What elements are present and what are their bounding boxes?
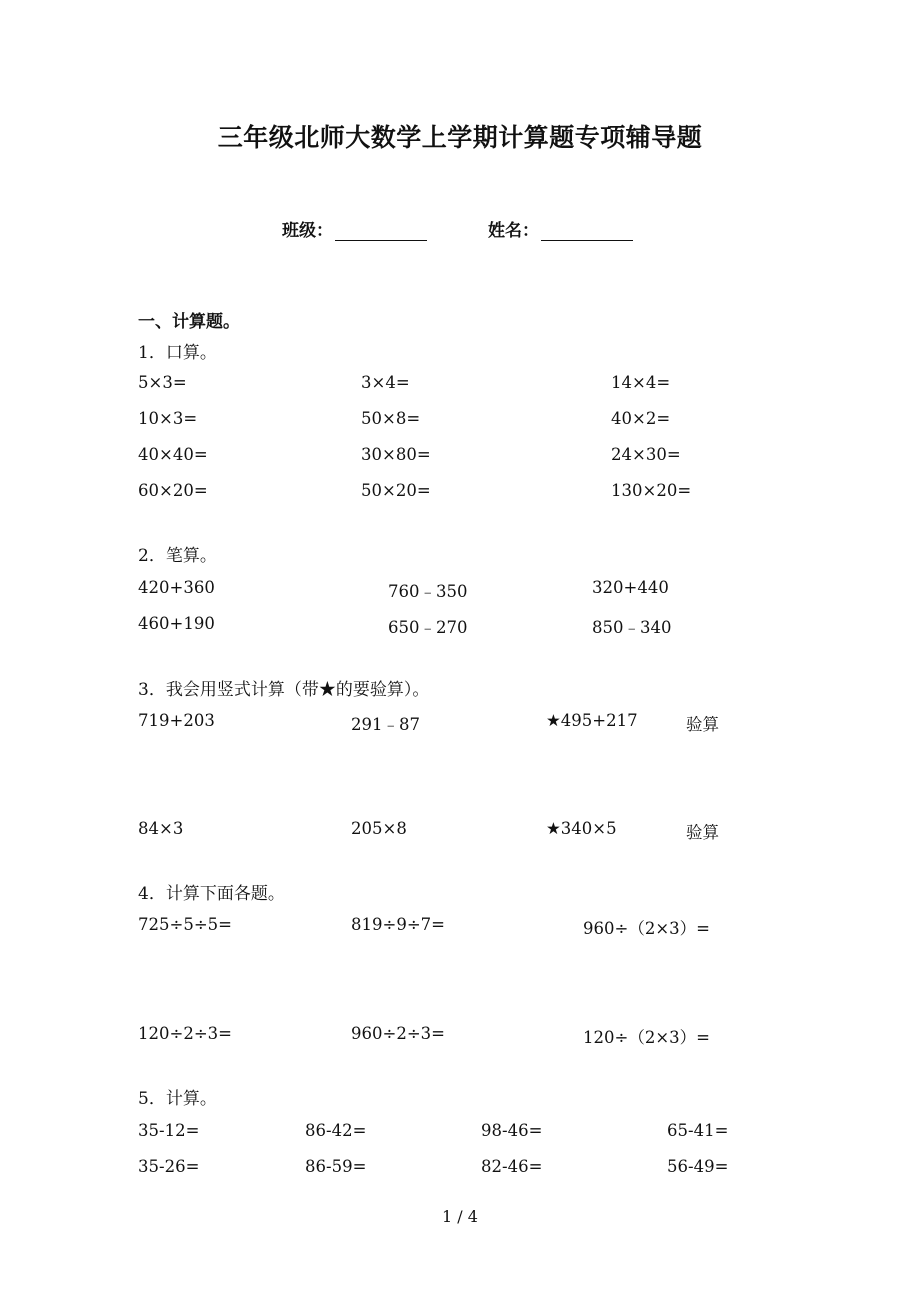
name-field (488, 216, 633, 241)
problem: 35-26= (138, 1157, 200, 1176)
problem: 5×3= (138, 373, 187, 392)
class-field (282, 216, 427, 241)
problem: 14×4= (611, 373, 671, 392)
problem: 10×3= (138, 409, 198, 428)
problem: 120÷（2×3）= (583, 1028, 710, 1047)
problem: 3×4= (361, 373, 410, 392)
problem: 460+190 (138, 614, 215, 633)
page-number: 1 / 4 (442, 1207, 478, 1226)
problem: ★495+217 (546, 711, 638, 730)
problem: 420+360 (138, 578, 215, 597)
name-label: 姓名： (488, 221, 539, 241)
problem: 65-41= (667, 1121, 729, 1140)
problem: 719+203 (138, 711, 215, 730)
class-label: 班级： (282, 221, 333, 241)
problem: 205×8 (351, 819, 407, 838)
problem: 56-49= (667, 1157, 729, 1176)
problem: 86-42= (305, 1121, 367, 1140)
problem: 819÷9÷7= (351, 915, 445, 934)
question-3-label: 3．我会用竖式计算（带★的要验算）。 (138, 680, 430, 700)
problem: 35-12= (138, 1121, 200, 1140)
problem: 760﹣350 (388, 582, 468, 601)
name-blank[interactable] (541, 222, 633, 241)
problem: 50×8= (361, 409, 421, 428)
problem: ★340×5 (546, 819, 617, 838)
section-heading: 一、计算题。 (138, 312, 240, 332)
class-blank[interactable] (335, 222, 427, 241)
problem: 960÷（2×3）= (583, 919, 710, 938)
problem: 84×3 (138, 819, 184, 838)
problem: 98-46= (481, 1121, 543, 1140)
problem: 60×20= (138, 481, 208, 500)
problem: 850﹣340 (592, 618, 672, 637)
problem: 82-46= (481, 1157, 543, 1176)
problem: 725÷5÷5= (138, 915, 232, 934)
problem: 30×80= (361, 445, 431, 464)
question-1-label: 1．口算。 (138, 343, 217, 363)
problem: 86-59= (305, 1157, 367, 1176)
check-label: 验算 (686, 715, 719, 734)
question-2-label: 2．笔算。 (138, 546, 217, 566)
problem: 960÷2÷3= (351, 1024, 445, 1043)
question-4-label: 4．计算下面各题。 (138, 884, 285, 904)
question-5-label: 5．计算。 (138, 1089, 217, 1109)
problem: 130×20= (611, 481, 692, 500)
problem: 650﹣270 (388, 618, 468, 637)
problem: 40×2= (611, 409, 671, 428)
page-title: 三年级北师大数学上学期计算题专项辅导题 (217, 123, 703, 152)
check-label: 验算 (686, 823, 719, 842)
problem: 291﹣87 (351, 715, 420, 734)
problem: 120÷2÷3= (138, 1024, 232, 1043)
problem: 50×20= (361, 481, 431, 500)
problem: 320+440 (592, 578, 669, 597)
problem: 24×30= (611, 445, 681, 464)
problem: 40×40= (138, 445, 208, 464)
